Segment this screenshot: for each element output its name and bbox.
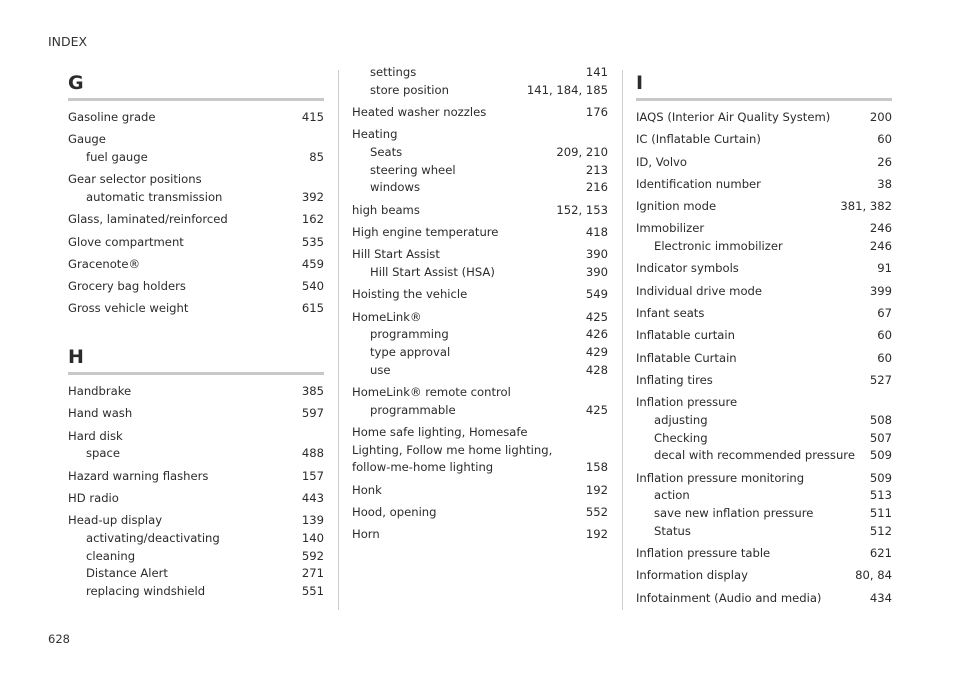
page-reference: 535 <box>301 234 324 249</box>
index-entry <box>68 234 324 252</box>
entry-row <box>68 109 324 127</box>
index-term: space <box>86 446 121 461</box>
index-entry <box>68 278 324 296</box>
index-term: Hard disk <box>68 428 123 443</box>
index-entry <box>636 470 892 541</box>
entry-row <box>352 424 608 477</box>
index-term: Gear selector positions <box>68 172 202 187</box>
entry-row <box>352 504 608 522</box>
page-reference: 418 <box>585 225 608 239</box>
index-term: Home safe lighting, Homesafe Lighting, Follow me home lighting, follow-me-home lighting <box>352 425 553 475</box>
page-reference: 60 <box>877 328 892 343</box>
entry-list <box>68 109 324 318</box>
index-entry <box>68 109 324 127</box>
index-term: action <box>654 488 690 503</box>
index-term: HomeLink® remote control <box>352 385 511 399</box>
entry-row <box>636 372 892 390</box>
section-letter: I <box>636 70 892 101</box>
index-entry <box>352 64 608 99</box>
subentry-row <box>68 189 324 207</box>
index-entry <box>636 545 892 563</box>
page-reference: 209, 210 <box>556 145 608 159</box>
page-reference: 390 <box>585 247 608 262</box>
subentry-row <box>636 523 892 541</box>
page-reference: 158 <box>585 460 608 475</box>
index-entry <box>352 286 608 304</box>
index-term: programmable <box>370 402 456 417</box>
index-entry <box>352 202 608 220</box>
page-reference: 592 <box>301 548 324 563</box>
index-term: Status <box>654 523 691 538</box>
index-term: Information display <box>636 568 748 583</box>
index-entry <box>68 300 324 318</box>
page-reference: 552 <box>585 505 608 519</box>
index-term: Infotainment (Audio and media) <box>636 590 822 605</box>
index-entry <box>636 220 892 255</box>
entry-row <box>636 131 892 149</box>
subentry-row <box>636 238 892 256</box>
index-term: Handbrake <box>68 384 132 399</box>
index-entry <box>636 131 892 149</box>
index-entry <box>68 428 324 463</box>
index-term: cleaning <box>86 548 136 563</box>
index-entry <box>352 526 608 544</box>
index-term: Gasoline grade <box>68 110 156 124</box>
index-term: Inflating tires <box>636 372 713 387</box>
page-reference: 85 <box>309 150 324 164</box>
page-reference: 140 <box>301 531 324 546</box>
entry-row <box>636 305 892 323</box>
page-reference: 60 <box>877 132 892 147</box>
index-term: high beams <box>352 202 420 217</box>
index-term: HomeLink® <box>352 309 422 324</box>
subentry-row <box>68 565 324 583</box>
index-term: adjusting <box>654 412 708 427</box>
index-term: Inflation pressure monitoring <box>636 470 805 485</box>
page-reference: 509 <box>869 448 892 463</box>
page-reference: 507 <box>869 430 892 445</box>
entry-row <box>636 590 892 608</box>
index-entry <box>68 383 324 401</box>
entry-row <box>636 154 892 172</box>
index-term: Hood, opening <box>352 505 437 519</box>
index-term: Gross vehicle weight <box>68 301 189 316</box>
index-entry <box>636 327 892 345</box>
page-reference: 157 <box>301 468 324 483</box>
index-entry <box>352 482 608 500</box>
index-term: Ignition mode <box>636 199 717 214</box>
page-reference: 621 <box>869 546 892 561</box>
index-entry <box>68 490 324 508</box>
running-header: INDEX <box>48 34 88 49</box>
page-reference: 512 <box>869 523 892 538</box>
index-section-h <box>68 344 324 601</box>
index-term: Heated washer nozzles <box>352 105 487 119</box>
page-reference: 392 <box>301 190 324 204</box>
page-reference: 381, 382 <box>840 199 892 214</box>
page-reference: 443 <box>301 491 324 506</box>
page-reference: 139 <box>301 513 324 528</box>
page-reference: 91 <box>877 261 892 276</box>
index-column-1 <box>68 64 324 605</box>
page-reference: 425 <box>585 402 608 417</box>
page-reference: 459 <box>301 256 324 271</box>
index-term: Hand wash <box>68 406 133 421</box>
page-reference: 246 <box>869 239 892 254</box>
index-term: decal with recommended pressure <box>654 448 855 463</box>
entry-row <box>68 300 324 318</box>
entry-row <box>636 470 892 488</box>
index-entry <box>68 256 324 274</box>
subentry-row <box>636 430 892 448</box>
subentry-row <box>68 548 324 566</box>
index-term: Individual drive mode <box>636 283 763 298</box>
entry-row <box>352 202 608 220</box>
page-reference: 429 <box>585 345 608 359</box>
entry-row <box>636 260 892 278</box>
subentry-row <box>68 583 324 601</box>
index-entry <box>68 171 324 206</box>
page-reference: 176 <box>585 105 608 119</box>
page-reference: 509 <box>869 470 892 485</box>
page-reference: 271 <box>301 566 324 581</box>
index-entry <box>636 590 892 608</box>
page-number: 628 <box>48 632 70 646</box>
entry-row <box>352 224 608 242</box>
index-term: use <box>370 362 391 377</box>
entry-row <box>68 383 324 401</box>
index-entry <box>68 131 324 166</box>
subentry-row <box>352 344 608 362</box>
section-letter: H <box>68 344 324 375</box>
index-term: Hill Start Assist <box>352 247 440 262</box>
page-reference: 162 <box>301 212 324 227</box>
index-term: High engine temperature <box>352 225 499 239</box>
entry-row <box>636 220 892 238</box>
entry-row <box>68 468 324 486</box>
index-term: Hazard warning flashers <box>68 468 209 483</box>
index-column-2 <box>352 64 608 549</box>
index-entry <box>352 246 608 281</box>
index-term: Inflatable Curtain <box>636 350 737 365</box>
page-reference: 152, 153 <box>556 202 608 217</box>
page-reference: 549 <box>585 287 608 302</box>
index-section-g <box>68 70 324 318</box>
index-term: ID, Volvo <box>636 154 688 169</box>
column-divider <box>338 70 339 610</box>
index-term: Glass, laminated/reinforced <box>68 212 228 227</box>
index-entry <box>636 372 892 390</box>
entry-row <box>68 490 324 508</box>
index-term: Checking <box>654 430 708 445</box>
page-reference: 216 <box>585 180 608 195</box>
entry-row <box>68 256 324 274</box>
entry-row <box>68 234 324 252</box>
page-reference: 527 <box>869 372 892 387</box>
index-term: Gracenote® <box>68 256 141 271</box>
index-term: Honk <box>352 482 382 497</box>
subentry-row <box>636 447 892 465</box>
page-reference: 192 <box>585 527 608 542</box>
page-reference: 399 <box>869 283 892 298</box>
index-term: Glove compartment <box>68 234 184 249</box>
index-entry <box>636 260 892 278</box>
page-reference: 615 <box>301 301 324 316</box>
entry-list <box>636 109 892 607</box>
subentry-row <box>352 64 608 82</box>
page-reference: 508 <box>869 412 892 427</box>
page-reference: 415 <box>301 110 324 124</box>
page-reference: 511 <box>869 506 892 521</box>
index-term: Heating <box>352 127 398 142</box>
index-column-3 <box>636 64 892 612</box>
index-term: replacing windshield <box>86 584 206 599</box>
entry-row <box>636 327 892 345</box>
entry-row <box>68 171 324 189</box>
index-entry <box>352 384 608 419</box>
index-term: Electronic immobilizer <box>654 239 783 254</box>
page-reference: 80, 84 <box>855 568 892 583</box>
index-entry <box>636 176 892 194</box>
index-entry <box>636 567 892 585</box>
entry-row <box>68 405 324 423</box>
subentry-row <box>352 179 608 197</box>
page-reference: 60 <box>877 350 892 365</box>
index-entry <box>636 109 892 127</box>
subentry-row <box>636 487 892 505</box>
page-reference: 246 <box>869 221 892 236</box>
index-entry <box>68 512 324 601</box>
entry-row <box>636 176 892 194</box>
entry-row <box>68 428 324 446</box>
subentry-row <box>352 144 608 162</box>
entry-list <box>68 383 324 601</box>
entry-row <box>352 104 608 122</box>
index-term: Inflatable curtain <box>636 328 735 343</box>
entry-row <box>352 126 608 144</box>
subentry-row <box>68 149 324 167</box>
index-entry <box>352 504 608 522</box>
index-term: type approval <box>370 345 451 359</box>
entry-row <box>352 384 608 402</box>
entry-row <box>636 350 892 368</box>
index-entry <box>636 394 892 465</box>
page-reference: 141, 184, 185 <box>526 82 608 97</box>
index-term: IAQS (Interior Air Quality System) <box>636 110 831 124</box>
entry-row <box>68 131 324 149</box>
entry-row <box>636 545 892 563</box>
page-reference: 67 <box>877 306 892 321</box>
index-term: Grocery bag holders <box>68 279 186 294</box>
page-reference: 38 <box>877 176 892 191</box>
page-reference: 551 <box>301 584 324 599</box>
index-entry <box>636 198 892 216</box>
index-term: Infant seats <box>636 306 705 321</box>
section-letter: G <box>68 70 324 101</box>
index-term: Inflation pressure <box>636 395 738 410</box>
index-term: Inflation pressure table <box>636 546 771 561</box>
subentry-row <box>352 402 608 420</box>
index-entry <box>352 126 608 197</box>
column-divider <box>622 70 623 610</box>
page-reference: 385 <box>301 384 324 399</box>
index-term: IC (Inflatable Curtain) <box>636 132 761 147</box>
index-entry <box>636 154 892 172</box>
index-term: Indicator symbols <box>636 261 739 276</box>
index-entry <box>636 283 892 301</box>
entry-row <box>68 278 324 296</box>
index-entry <box>636 305 892 323</box>
entry-row <box>68 512 324 530</box>
index-term: Hoisting the vehicle <box>352 287 468 302</box>
page-reference: 434 <box>869 590 892 605</box>
subentry-row <box>636 505 892 523</box>
page-reference: 426 <box>585 327 608 342</box>
index-term: Horn <box>352 527 380 542</box>
page-reference: 213 <box>585 162 608 177</box>
page-reference: 425 <box>585 309 608 324</box>
index-entry <box>636 350 892 368</box>
page-reference: 428 <box>585 362 608 377</box>
page-reference: 200 <box>869 110 892 124</box>
page-reference: 488 <box>301 446 324 461</box>
entry-row <box>352 526 608 544</box>
index-section-i <box>636 70 892 607</box>
page-reference: 141 <box>585 65 608 79</box>
subentry-row <box>352 82 608 100</box>
index-entry <box>352 424 608 477</box>
entry-row <box>352 309 608 327</box>
entry-row <box>352 246 608 264</box>
index-term: store position <box>370 82 449 97</box>
index-term: Hill Start Assist (HSA) <box>370 265 495 279</box>
index-entry <box>352 104 608 122</box>
subentry-row <box>636 412 892 430</box>
index-term: programming <box>370 327 449 342</box>
entry-row <box>636 109 892 127</box>
entry-list <box>352 64 608 544</box>
index-term: fuel gauge <box>86 150 148 164</box>
page-reference: 192 <box>585 482 608 497</box>
index-term: Distance Alert <box>86 566 168 581</box>
subentry-row <box>352 362 608 380</box>
entry-row <box>636 283 892 301</box>
subentry-row <box>352 162 608 180</box>
page-reference: 513 <box>869 488 892 503</box>
page-reference: 597 <box>301 406 324 421</box>
index-term: steering wheel <box>370 162 456 177</box>
subentry-row <box>352 264 608 282</box>
entry-row <box>68 211 324 229</box>
index-term: settings <box>370 65 417 79</box>
index-term: automatic transmission <box>86 190 223 204</box>
entry-row <box>636 567 892 585</box>
index-term: Immobilizer <box>636 221 705 236</box>
index-term: HD radio <box>68 491 119 506</box>
index-section-h-continued <box>352 64 608 544</box>
subentry-row <box>68 445 324 463</box>
index-term: Identification number <box>636 176 761 191</box>
entry-row <box>636 198 892 216</box>
index-entry <box>68 211 324 229</box>
subentry-row <box>352 326 608 344</box>
entry-row <box>352 286 608 304</box>
index-term: windows <box>370 180 421 195</box>
index-entry <box>352 224 608 242</box>
index-entry <box>68 468 324 486</box>
entry-row <box>352 482 608 500</box>
page-reference: 540 <box>301 279 324 294</box>
page-reference: 26 <box>877 154 892 169</box>
index-term: Head-up display <box>68 513 163 528</box>
index-term: save new inflation pressure <box>654 506 814 521</box>
page-reference: 390 <box>585 265 608 279</box>
index-term: Seats <box>370 145 403 159</box>
entry-row <box>636 394 892 412</box>
subentry-row <box>68 530 324 548</box>
index-entry <box>352 309 608 380</box>
index-term: activating/deactivating <box>86 531 220 546</box>
index-entry <box>68 405 324 423</box>
index-term: Gauge <box>68 132 106 147</box>
